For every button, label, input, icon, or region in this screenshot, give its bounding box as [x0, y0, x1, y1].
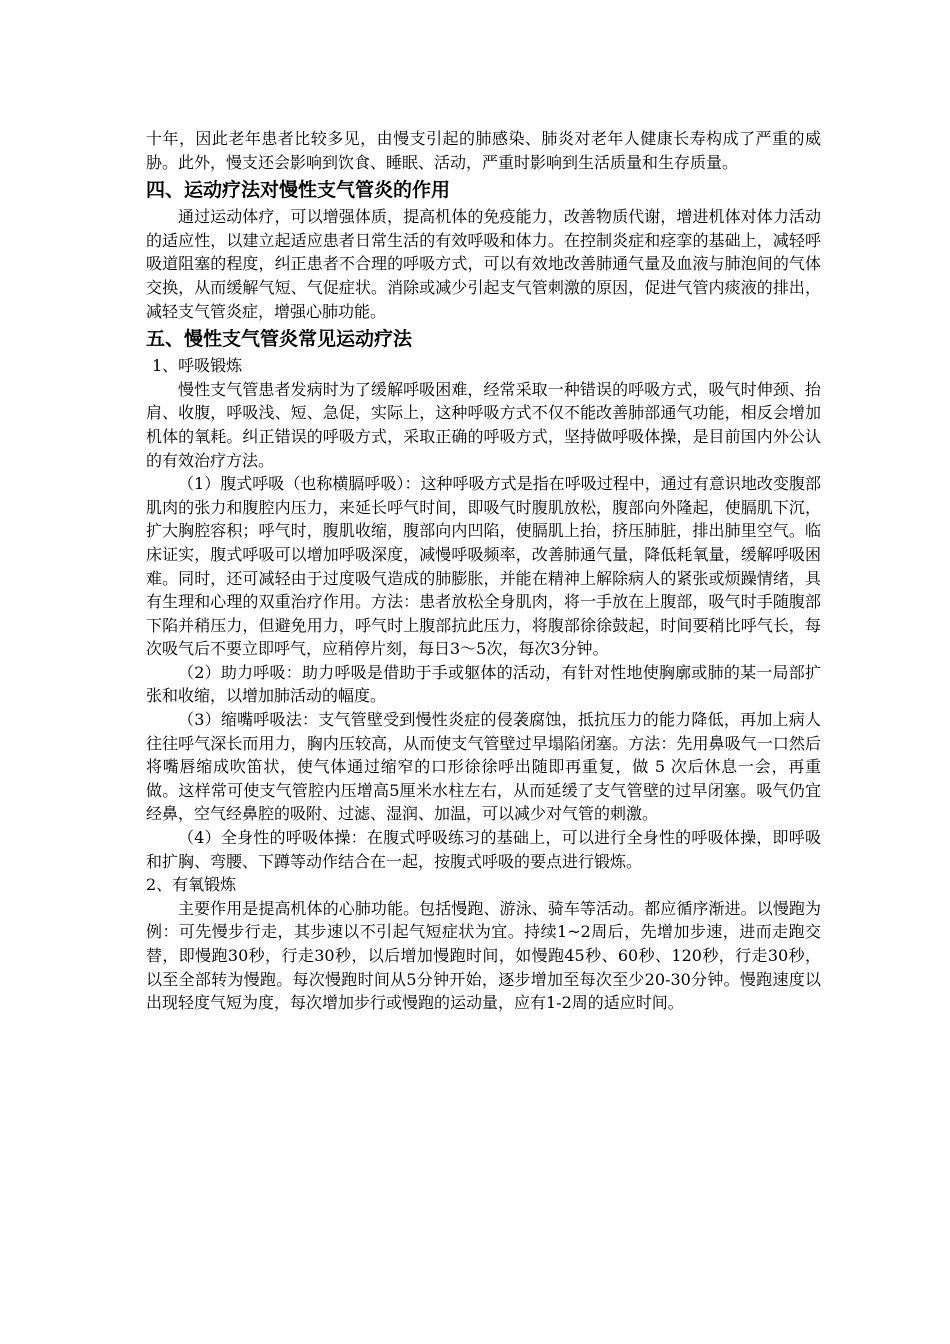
section-5-heading: 五、慢性支气管炎常见运动疗法	[146, 328, 413, 351]
item-full-body-breathing: （4）全身性的呼吸体操：在腹式呼吸练习的基础上，可以进行全身性的呼吸体操，即呼吸和扩胸、弯腰、下蹲等动作结合在一起，按腹式呼吸的要点进行锻炼。	[146, 828, 821, 871]
intro-paragraph: 十年，因此老年患者比较多见，由慢支引起的肺感染、肺炎对老年人健康长寿构成了严重的威胁。此外，慢支还会影响到饮食、睡眠、活动，严重时影响到生活质量和生存质量。	[146, 129, 821, 172]
subsection-1-paragraph: 慢性支气管患者发病时为了缓解呼吸困难，经常采取一种错误的呼吸方式，吸气时伸颈、抬肩、收腹，呼吸浅、短、急促，实际上，这种呼吸方式不仅不能改善肺部通气功能，相反会增加机体的氧耗。纠正错误的呼吸方式，采取正确的呼吸方式，坚持做呼吸体操，是目前国内外公认的有效治疗方法。	[146, 379, 821, 470]
subsection-2-title: 2、有氧锻炼	[146, 875, 237, 895]
section-4-heading: 四、运动疗法对慢性支气管炎的作用	[146, 179, 451, 202]
subsection-2-paragraph: 主要作用是提高机体的心肺功能。包括慢跑、游泳、骑车等活动。都应循序渐进。以慢跑为例：可先慢步行走，其步速以不引起气短症状为宜。持续1~2周后，先增加步速，进而走跑交替，即慢跑30秒，行走30秒，以后增加慢跑时间，如慢跑45秒、60秒、120秒，行走30秒，以至全部转为慢跑。每次慢跑时间从5分钟开始，逐步增加至每次至少20-30分钟。慢跑速度以出现轻度气短为度，每次增加步行或慢跑的运动量，应有1-2周的适应时间。	[146, 898, 821, 1013]
document-page	[146, 127, 821, 1015]
item-assisted-breathing: （2）助力呼吸：助力呼吸是借助于手或躯体的活动，有针对性地使胸廓或肺的某一局部扩张和收缩，以增加肺活动的幅度。	[146, 662, 821, 706]
subsection-1-title: 1、呼吸锻炼	[152, 356, 243, 376]
item-abdominal-breathing: （1）腹式呼吸（也称横膈呼吸）：这种呼吸方式是指在呼吸过程中，通过有意识地改变腹部肌肉的张力和腹腔内压力，来延长呼气时间，即吸气时腹肌放松，腹部向外隆起，使膈肌下沉，扩大胸腔容积；呼气时，腹肌收缩，腹部向内凹陷，使膈肌上抬，挤压肺脏，排出肺里空气。临床证实，腹式呼吸可以增加呼吸深度，减慢呼吸频率，改善肺通气量，降低耗氧量，缓解呼吸困难。同时，还可减轻由于过度吸气造成的肺膨胀，并能在精神上解除病人的紧张或烦躁情绪，具有生理和心理的双重治疗作用。方法：患者放松全身肌肉，将一手放在上腹部，吸气时手随腹部下陷并稍压力，但避免用力，呼气时上腹部抗此压力，将腹部徐徐鼓起，时间要稍比呼气长，每次吸气后不要立即呼气，应稍停片刻，每日3～5次，每次3分钟。	[146, 474, 821, 659]
section-4-paragraph: 通过运动体疗，可以增强体质，提高机体的免疫能力，改善物质代谢，增进机体对体力活动的适应性，以建立起适应患者日常生活的有效呼吸和体力。在控制炎症和痉挛的基础上，减轻呼吸道阻塞的程度，纠正患者不合理的呼吸方式，可以有效地改善肺通气量及血液与肺泡间的气体交换，从而缓解气短、气促症状。消除或减少引起支气管刺激的原因，促进气管内痰液的排出，减轻支气管炎症，增强心肺功能。	[146, 207, 821, 321]
item-pursed-lip-breathing: （3）缩嘴呼吸法：支气管壁受到慢性炎症的侵袭腐蚀，抵抗压力的能力降低，再加上病人往往呼气深长而用力，胸内压较高，从而使支气管壁过早塌陷闭塞。方法：先用鼻吸气一口然后将嘴唇缩成吹笛状，使气体通过缩窄的口形徐徐呼出随即再重复，做 5 次后休息一会，再重做。这样常可使支气管腔内压增高5厘米水柱左右，从而延缓了支气管壁的过早闭塞。吸气仍宜经鼻，空气经鼻腔的吸附、过滤、湿润、加温，可以减少对气管的刺激。	[146, 710, 821, 824]
